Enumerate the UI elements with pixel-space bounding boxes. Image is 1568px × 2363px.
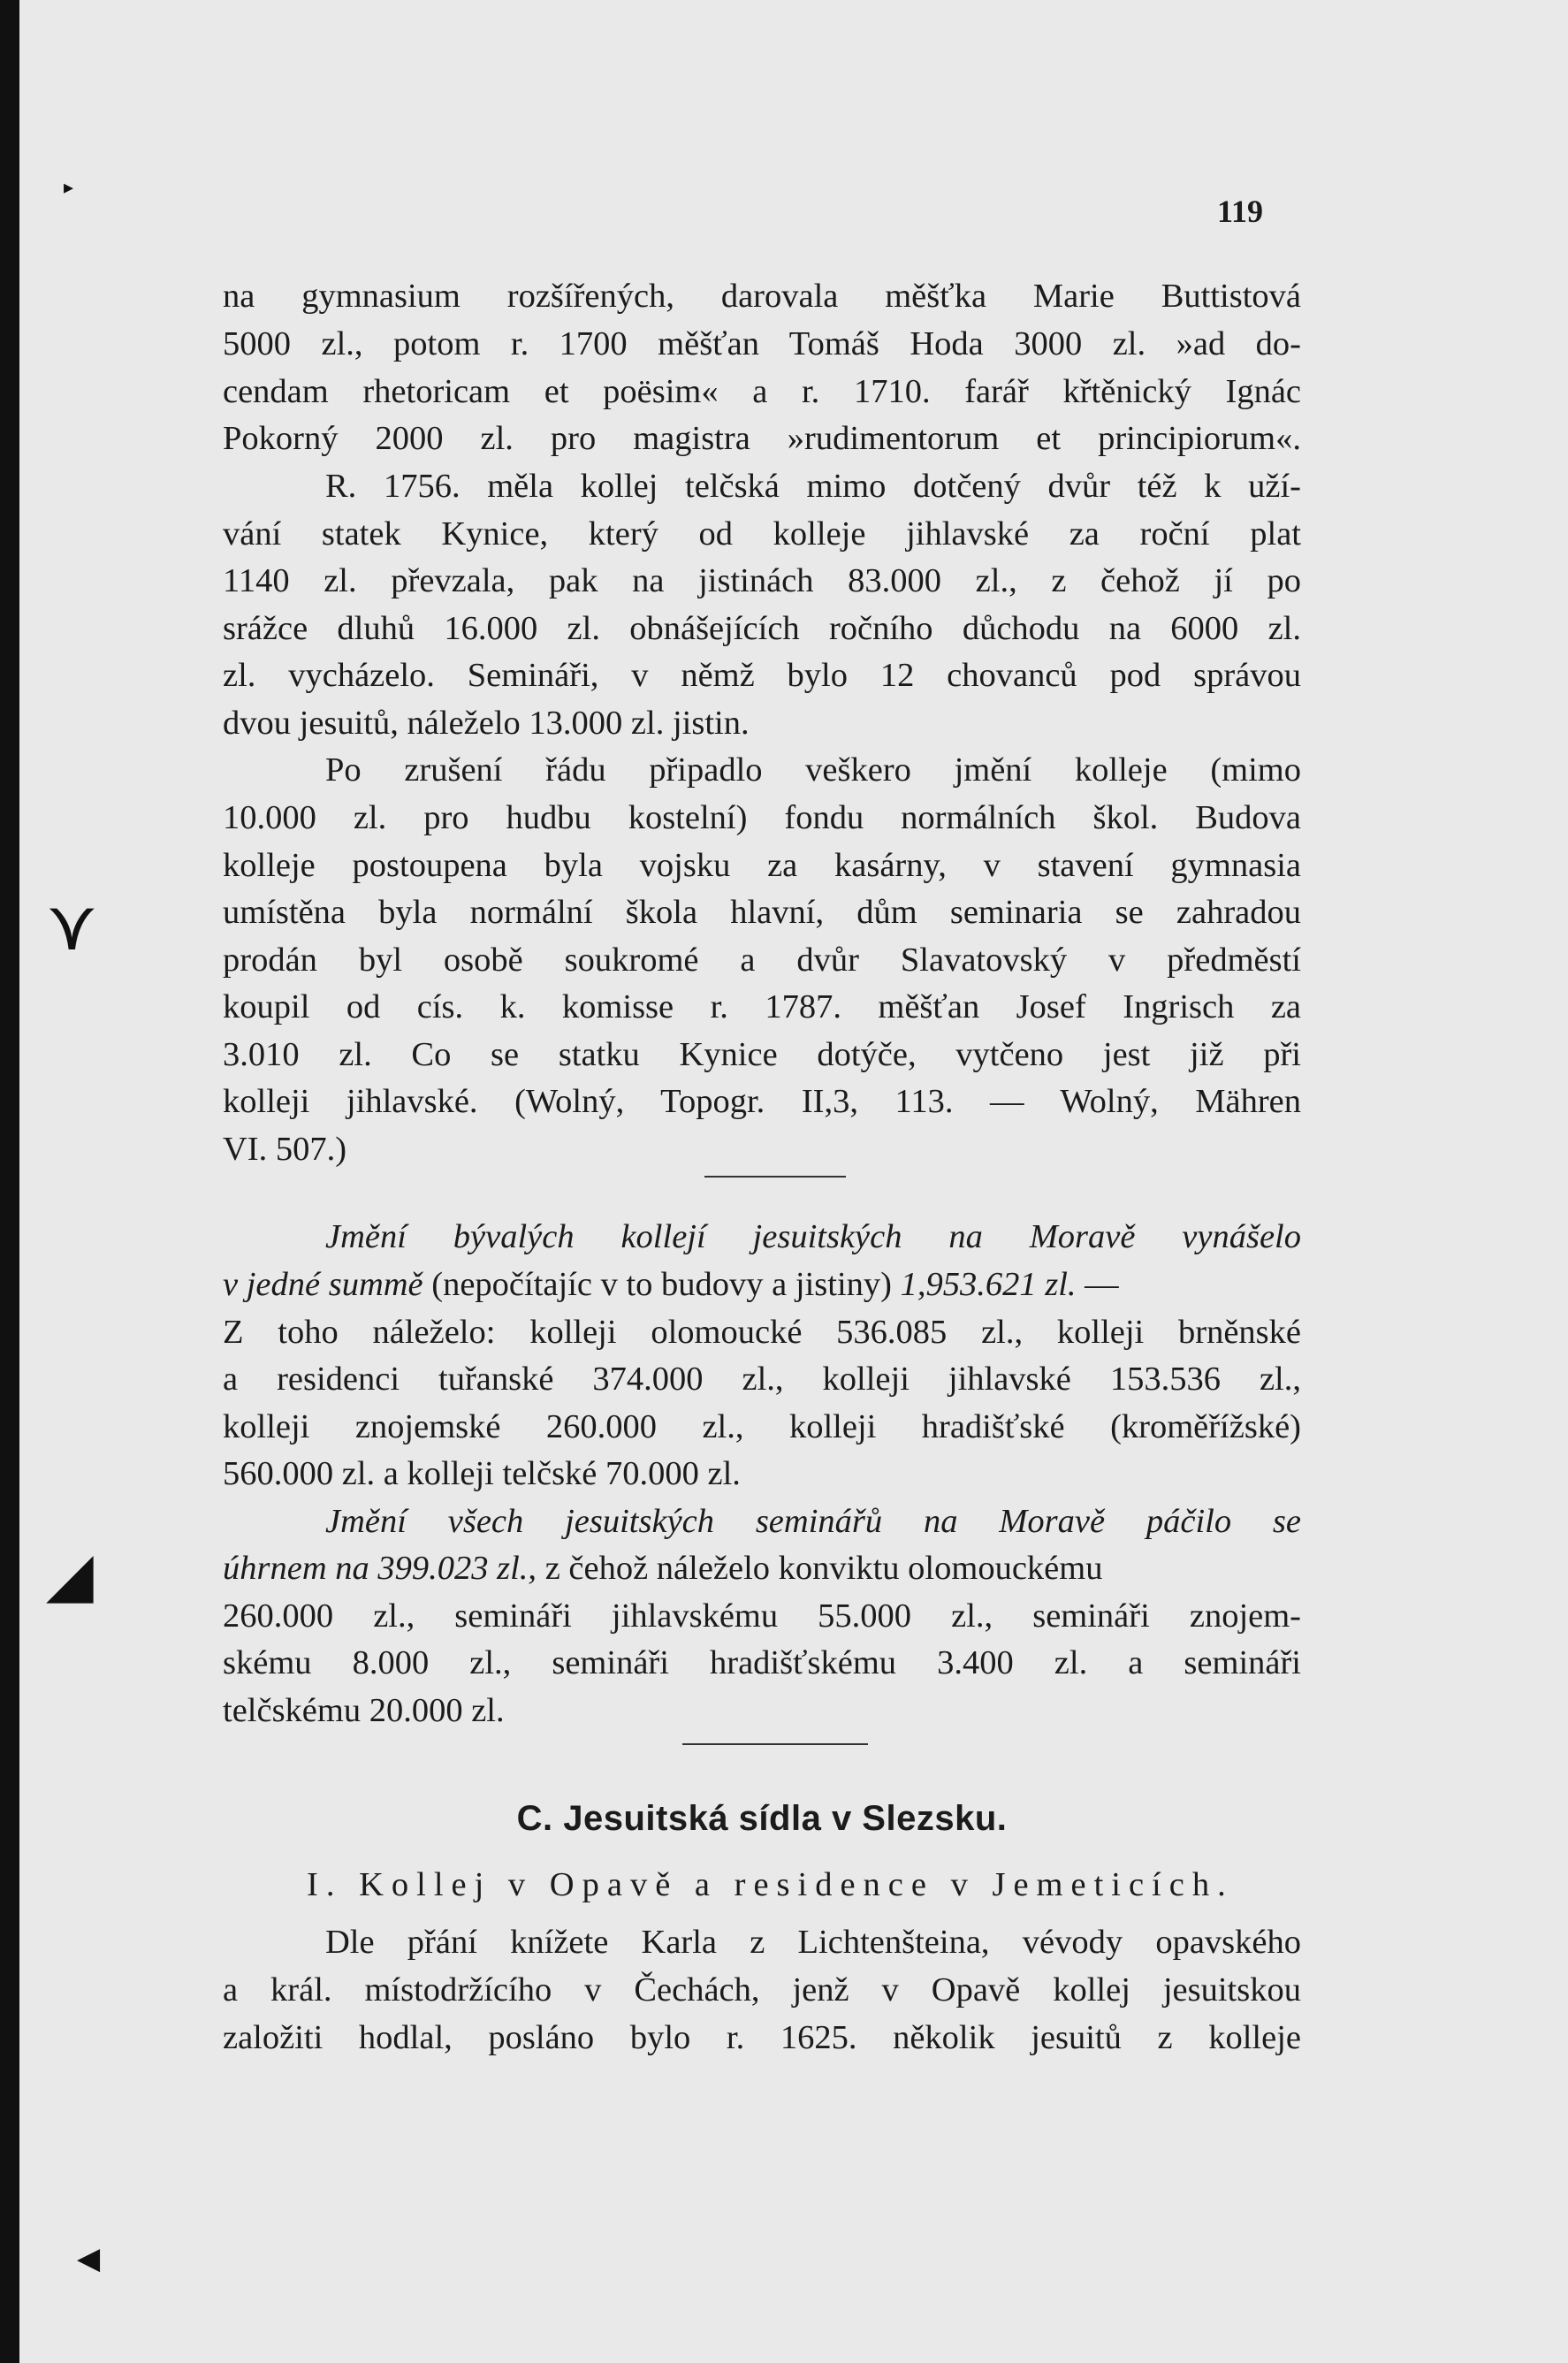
section-heading: C. Jesuitská sídla v Slezsku.	[516, 1799, 1008, 1838]
text-line: vání statek Kynice, který od kolleje jihlavské za roční plat	[223, 515, 1301, 553]
separator-rule	[682, 1743, 868, 1745]
italic-sum: 1,953.621 zl.	[900, 1266, 1077, 1303]
text-line-mixed	[223, 1268, 1301, 1302]
section-subheading: I. Kollej v Opavě a residence v Jemeticích.	[307, 1866, 1234, 1903]
text-line: kolleji znojemské 260.000 zl., kolleji hradišťské (kroměřížské)	[223, 1408, 1301, 1445]
text-line: 10.000 zl. pro hudbu kostelní) fondu normálních škol. Budova	[223, 799, 1301, 836]
text-line: R. 1756. měla kollej telčská mimo dotčený dvůr též k uží-	[325, 468, 1301, 505]
margin-mark: ▸	[64, 177, 74, 199]
text-line: kolleji jihlavské. (Wolný, Topogr. II,3, 113. — Wolný, Mähren	[223, 1083, 1301, 1120]
text-line-italic: Jmění všech jesuitských seminářů na Moravě páčilo se	[325, 1503, 1301, 1540]
scan-left-edge	[0, 0, 19, 2363]
text-line: na gymnasium rozšířených, darovala měšťka Marie Buttistová	[223, 278, 1301, 315]
text-line: koupil od cís. k. komisse r. 1787. měšťan Josef Ingrisch za	[223, 988, 1301, 1025]
text-line: cendam rhetoricam et poësim« a r. 1710. farář křtěnický Ignác	[223, 373, 1301, 410]
text-line: 5000 zl., potom r. 1700 měšťan Tomáš Hoda 3000 zl. »ad do-	[223, 325, 1301, 362]
text-line: 3.010 zl. Co se statku Kynice dotýče, vytčeno jest již při	[223, 1036, 1301, 1073]
text-line: 560.000 zl. a kolleji telčské 70.000 zl.	[223, 1455, 741, 1492]
plain-span: (nepočítajíc v to budovy a jistiny)	[422, 1266, 901, 1303]
page-number: 119	[1217, 194, 1264, 229]
text-line: kolleje postoupena byla vojsku za kasárny, v stavení gymnasia	[223, 847, 1301, 884]
text-line: založiti hodlal, posláno bylo r. 1625. několik jesuitů z kolleje	[223, 2019, 1301, 2056]
text-line: srážce dluhů 16.000 zl. obnášejících ročního důchodu na 6000 zl.	[223, 610, 1301, 647]
text-line: Z toho náleželo: kolleji olomoucké 536.085 zl., kolleji brněnské	[223, 1314, 1301, 1351]
text-line: 260.000 zl., semináři jihlavskému 55.000 zl., semináři znojem-	[223, 1597, 1301, 1635]
text-line: Dle přání knížete Karla z Lichtenšteina, vévody opavského	[325, 1924, 1301, 1961]
separator-rule	[704, 1176, 846, 1178]
text-line: a residenci tuřanské 374.000 zl., kolleji jihlavské 153.536 zl.,	[223, 1361, 1301, 1398]
margin-mark: ◢	[46, 1538, 94, 1611]
text-line: zl. vycházelo. Semináři, v němž bylo 12 chovanců pod správou	[223, 657, 1301, 694]
text-line: VI. 507.)	[223, 1131, 347, 1168]
text-line-italic: Jmění bývalých kollejí jesuitských na Moravě vynášelo	[325, 1218, 1301, 1255]
margin-mark: ⋎	[46, 884, 98, 966]
italic-span: úhrnem na 399.023 zl.,	[223, 1550, 537, 1587]
dash-span: —	[1076, 1266, 1119, 1303]
text-line: skému 8.000 zl., semináři hradišťskému 3.400 zl. a semináři	[223, 1644, 1301, 1681]
text-line: Pokorný 2000 zl. pro magistra »rudimentorum et principiorum«.	[223, 420, 1301, 457]
text-line: dvou jesuitů, náleželo 13.000 zl. jistin.	[223, 705, 750, 742]
plain-span: z čehož náleželo konviktu olomouckému	[537, 1550, 1103, 1587]
text-line: Po zrušení řádu připadlo veškero jmění kolleje (mimo	[325, 751, 1301, 789]
book-page	[19, 0, 1568, 2363]
text-line: a král. místodržícího v Čechách, jenž v Opavě kollej jesuitskou	[223, 1971, 1301, 2009]
italic-span: v jedné summě	[223, 1266, 423, 1303]
text-line: umístěna byla normální škola hlavní, dům seminaria se zahradou	[223, 894, 1301, 931]
text-line: 1140 zl. převzala, pak na jistinách 83.000 zl., z čehož jí po	[223, 562, 1301, 599]
text-line: prodán byl osobě soukromé a dvůr Slavatovský v předměstí	[223, 941, 1301, 979]
text-line-mixed	[223, 1551, 1301, 1586]
margin-mark: ◀	[77, 2241, 101, 2276]
text-line: telčskému 20.000 zl.	[223, 1692, 505, 1729]
